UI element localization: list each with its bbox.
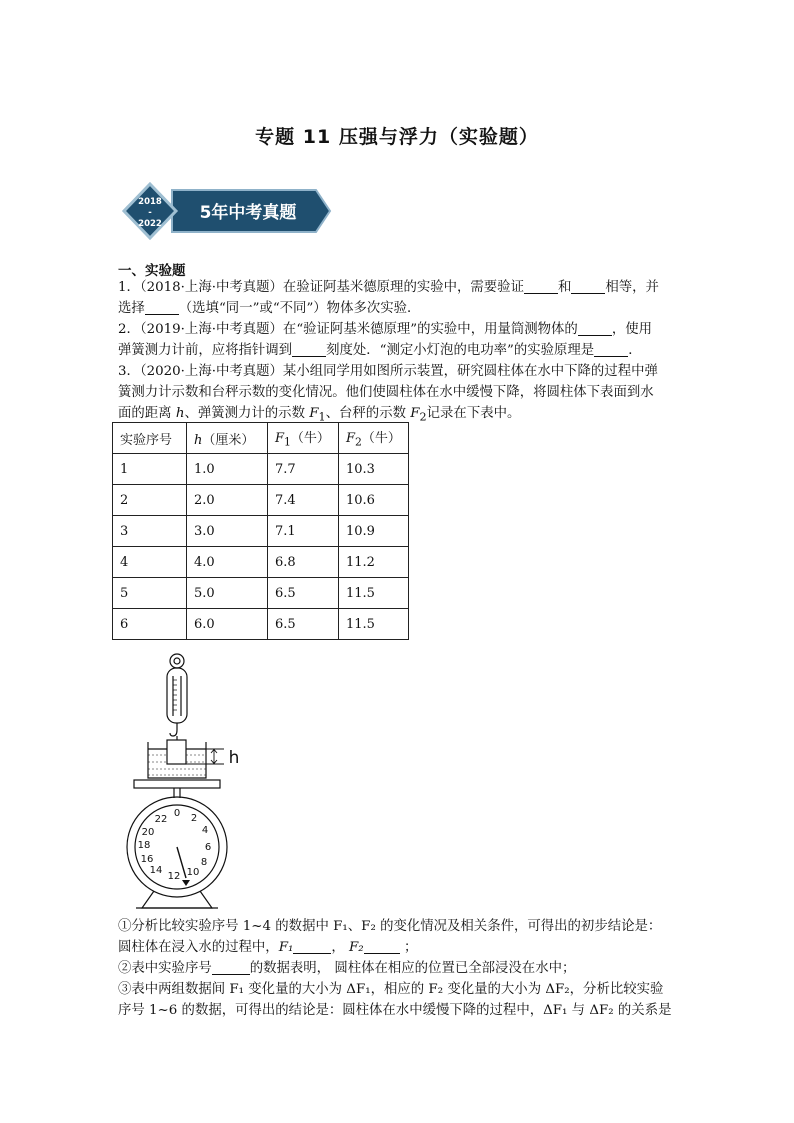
table-row xyxy=(113,547,409,578)
dial-number: 12 xyxy=(167,871,181,882)
sub1-blank-1[interactable] xyxy=(293,939,331,954)
table-header-row xyxy=(113,423,409,454)
table-cell: 7.7 xyxy=(268,454,339,485)
table-cell: 1 xyxy=(113,454,187,485)
table-row xyxy=(113,578,409,609)
q2-blank-1[interactable] xyxy=(578,321,612,336)
spring-scale-body xyxy=(167,668,187,723)
table-header-cell: h（厘米） xyxy=(187,423,268,454)
table-header-cell: $F_2$（牛） xyxy=(339,423,409,454)
table-row xyxy=(113,454,409,485)
table-cell: 6.5 xyxy=(268,609,339,640)
table-cell: 7.1 xyxy=(268,516,339,547)
apparatus-figure xyxy=(116,650,256,915)
dial-number: 16 xyxy=(140,854,154,865)
dial-number: 10 xyxy=(186,867,200,878)
table-cell: 10.3 xyxy=(339,454,409,485)
dial-number: 20 xyxy=(141,827,155,838)
q1-blank-3[interactable] xyxy=(145,300,179,315)
scale-base xyxy=(142,891,212,908)
table-cell: 11.2 xyxy=(339,547,409,578)
question-2: 2．（2019·上海·中考真题）在“验证阿基米德原理”的实验中，用量筒测物体的 ，使用 弹簧测力计前，应将指针调到 刻度处．“测定小灯泡的电功率”的实验原理是 ． xyxy=(118,322,652,358)
sub-question-1: ①分析比较实验序号 1~4 的数据中 F₁、F₂ 的变化情况及相关条件，可得出的初步结论是： 圆柱体在浸入水的过程中，F₁ ， F₂ ； xyxy=(118,919,662,955)
exam-banner xyxy=(120,182,332,240)
cylinder xyxy=(167,740,186,764)
table-row xyxy=(113,516,409,547)
document-title: 专题 11 压强与浮力（实验题） xyxy=(255,126,539,148)
table-cell: 3.0 xyxy=(187,516,268,547)
banner-year-end: 2022 xyxy=(138,219,162,229)
scale-platform xyxy=(134,780,220,788)
dial-number: 6 xyxy=(204,842,212,853)
table-cell: 6.8 xyxy=(268,547,339,578)
q1-blank-1[interactable] xyxy=(524,279,558,294)
table-cell: 2.0 xyxy=(187,485,268,516)
table-cell: 10.6 xyxy=(339,485,409,516)
table-cell: 6.5 xyxy=(268,578,339,609)
q2-blank-3[interactable] xyxy=(594,342,628,357)
dial-number: 0 xyxy=(173,808,181,819)
table-cell: 10.9 xyxy=(339,516,409,547)
table-cell: 4 xyxy=(113,547,187,578)
banner-year-sep: - xyxy=(148,208,152,218)
data-table xyxy=(112,422,409,640)
table-cell: 7.4 xyxy=(268,485,339,516)
dial-number: 2 xyxy=(190,813,198,824)
sub2-blank[interactable] xyxy=(212,960,250,975)
dial-number: 22 xyxy=(154,814,168,825)
table-cell: 6.0 xyxy=(187,609,268,640)
banner-year-start: 2018 xyxy=(138,197,162,207)
table-cell: 11.5 xyxy=(339,609,409,640)
h-label: h xyxy=(228,748,240,768)
question-1: 1．（2018·上海·中考真题）在验证阿基米德原理的实验中，需要验证 和 相等，并 选择 （选填“同一”或“不同”）物体多次实验． xyxy=(118,280,659,316)
table-cell: 5.0 xyxy=(187,578,268,609)
table-row xyxy=(113,485,409,516)
table-cell: 6 xyxy=(113,609,187,640)
q1-blank-2[interactable] xyxy=(571,279,605,294)
table-cell: 5 xyxy=(113,578,187,609)
table-header-cell: 实验序号 xyxy=(113,423,187,454)
table-cell: 11.5 xyxy=(339,578,409,609)
table-header-cell: $F_1$（牛） xyxy=(268,423,339,454)
question-3: 3．（2020·上海·中考真题）某小组同学用如图所示装置，研究圆柱体在水中下降的过程中弹 簧测力计示数和台秤示数的变化情况。他们使圆柱体在水中缓慢下降，将圆柱体下表面到水 面的距离 h、弹簧测力计的示数 $F_1$、台秤的示数 $F_2$记录在下表中。 xyxy=(118,364,658,424)
table-row xyxy=(113,609,409,640)
banner-label: 5年中考真题 xyxy=(199,203,297,223)
dial-number: 18 xyxy=(137,840,151,851)
dial-number: 8 xyxy=(200,857,208,868)
sub-question-2: ②表中实验序号 的数据表明， 圆柱体在相应的位置已全部浸没在水中； xyxy=(118,961,576,976)
sub-question-3: ③表中两组数据间 F₁ 变化量的大小为 ΔF₁，相应的 F₂ 变化量的大小为 ΔF₂，分析比较实验 序号 1~6 的数据，可得出的结论是：圆柱体在水中缓慢下降的过程中，ΔF₁ 与 ΔF₂ 的关系是 xyxy=(118,982,672,1018)
table-cell: 1.0 xyxy=(187,454,268,485)
scale-ring xyxy=(170,654,184,668)
dial-number: 14 xyxy=(149,865,163,876)
q2-blank-2[interactable] xyxy=(292,342,326,357)
table-cell: 3 xyxy=(113,516,187,547)
sub1-blank-2[interactable] xyxy=(364,939,400,954)
section-heading: 一、实验题 xyxy=(118,263,186,279)
dial-number: 4 xyxy=(201,825,209,836)
table-cell: 4.0 xyxy=(187,547,268,578)
table-cell: 2 xyxy=(113,485,187,516)
